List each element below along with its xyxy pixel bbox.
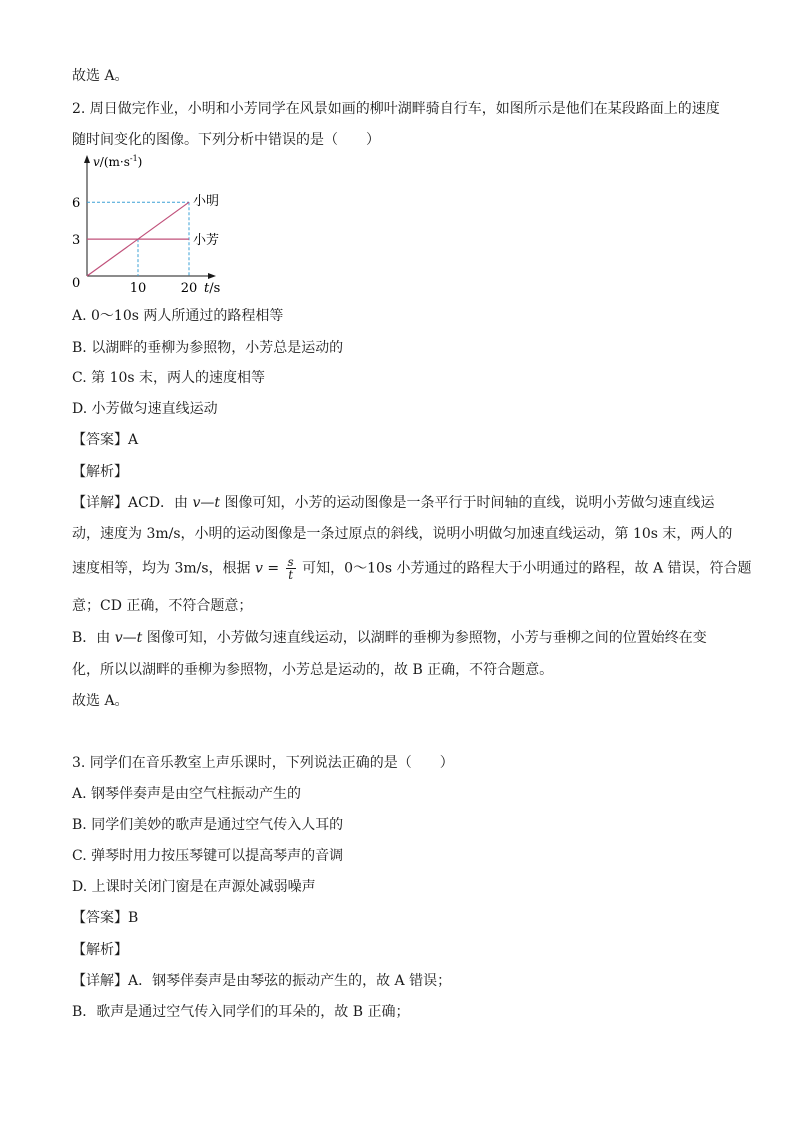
q3-answer: 【答案】B (72, 910, 139, 926)
x-tick-label-10: 10 (129, 281, 147, 296)
q3-option-b: B. 同学们美妙的歌声是通过空气传入人耳的 (72, 817, 344, 833)
q2-detail-line3: 速度相等，均为 3m/s，根据 v = $\frac{s}{t}$ 可知，0～10s 小芳通过的路程大于小明通过的路程，故 A 错误，符合题 (72, 555, 752, 582)
y-axis-label: $v/(m\cdot s^{-1})$ (93, 154, 143, 169)
q2-detail-line4: 意；CD 正确，不符合题意； (72, 598, 253, 614)
q2-answer: 【答案】A (72, 432, 139, 448)
q2-analysis-heading: 【解析】 (72, 464, 128, 480)
q2-stem-line2: 随时间变化的图像。下列分析中错误的是（ ） (72, 132, 380, 148)
q2-option-b: B. 以湖畔的垂柳为参照物，小芳总是运动的 (72, 340, 344, 356)
q3-option-d: D. 上课时关闭门窗是在声源处减弱噪声 (72, 879, 316, 895)
q2-option-c: C. 第 10s 末，两人的速度相等 (72, 370, 266, 386)
series-label-xiaoming: 小明 (193, 194, 220, 210)
series-label-xiaofang: 小芳 (193, 233, 220, 249)
q2-stem-line1: 2. 周日做完作业，小明和小芳同学在风景如画的柳叶湖畔骑自行车，如图所示是他们在某段路面上的速度 (72, 101, 720, 117)
q3-option-c: C. 弹琴时用力按压琴键可以提高琴声的音调 (72, 848, 344, 864)
origin-label: 0 (72, 276, 81, 291)
q2-detail-line1: 【详解】ACD．由 v—t 图像可知，小芳的运动图像是一条平行于时间轴的直线，说明小芳做匀速直线运 (72, 495, 715, 511)
x-tick-label-20: 20 (180, 281, 198, 296)
speed-formula-fraction: $\frac{s}{t}$ (287, 555, 294, 582)
x-axis-label: t/s (204, 281, 221, 296)
q2-final-conclusion: 故选 A。 (72, 693, 129, 709)
y-axis-arrow (84, 155, 90, 163)
y-tick-label-6: 6 (72, 196, 81, 212)
x-axis-arrow (208, 273, 216, 279)
velocity-time-graph (60, 152, 230, 302)
previous-answer-conclusion: 故选 A。 (72, 68, 129, 84)
q2-option-d: D. 小芳做匀速直线运动 (72, 401, 218, 417)
q3-detail-b: B．歌声是通过空气传入同学们的耳朵的，故 B 正确； (72, 1004, 410, 1020)
q2-option-a: A. 0～10s 两人所通过的路程相等 (72, 308, 284, 324)
q3-analysis-heading: 【解析】 (72, 942, 128, 958)
y-tick-label-3: 3 (72, 233, 81, 249)
q3-stem: 3. 同学们在音乐教室上声乐课时，下列说法正确的是（ ） (72, 755, 454, 771)
q2-detail-line2: 动，速度为 3m/s，小明的运动图像是一条过原点的斜线，说明小明做匀加速直线运动，第 10s 末，两人的 (72, 526, 733, 542)
q2-detail-line6: 化，所以以湖畔的垂柳为参照物，小芳总是运动的，故 B 正确，不符合题意。 (72, 662, 554, 678)
q3-detail-a: 【详解】A．钢琴伴奏声是由琴弦的振动产生的，故 A 错误； (72, 973, 452, 989)
q2-detail-line5: B．由 v—t 图像可知，小芳做匀速直线运动，以湖畔的垂柳为参照物，小芳与垂柳之间的位置始终在变 (72, 630, 707, 646)
q3-option-a: A. 钢琴伴奏声是由空气柱振动产生的 (72, 786, 302, 802)
